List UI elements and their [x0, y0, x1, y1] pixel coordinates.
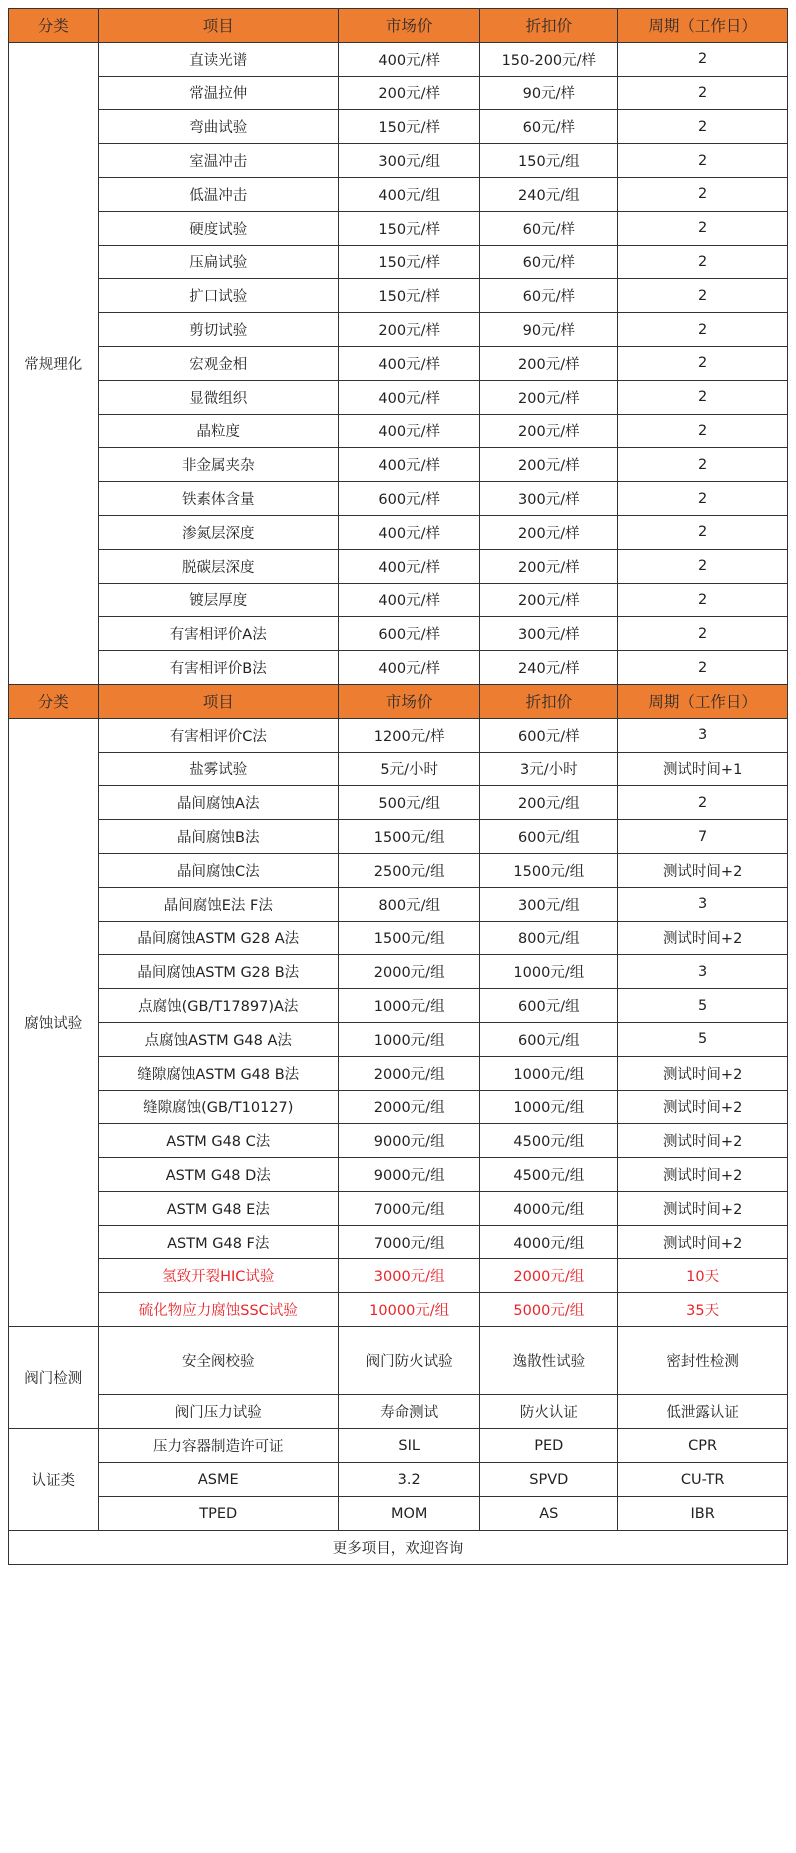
item-cell: 宏观金相: [98, 346, 338, 380]
period-cell: 5: [618, 989, 788, 1023]
table-row: [9, 76, 788, 110]
market-price-cell: 150元/样: [338, 110, 479, 144]
market-price-cell: 1500元/组: [338, 820, 479, 854]
period-cell: 2: [618, 76, 788, 110]
market-price-cell: 400元/样: [338, 549, 479, 583]
discount-price-cell: 200元/样: [480, 515, 618, 549]
market-price-cell: 800元/组: [338, 887, 479, 921]
market-price-cell: 200元/样: [338, 76, 479, 110]
market-price-cell: 1500元/组: [338, 921, 479, 955]
period-cell: 5: [618, 1022, 788, 1056]
table-row: [9, 313, 788, 347]
certification-item-cell: PED: [480, 1429, 618, 1463]
period-cell: 2: [618, 380, 788, 414]
market-price-cell: 7000元/组: [338, 1225, 479, 1259]
market-price-cell: 2000元/组: [338, 1090, 479, 1124]
certification-item-cell: 压力容器制造许可证: [98, 1429, 338, 1463]
period-cell: 测试时间+2: [618, 921, 788, 955]
market-price-cell: 500元/组: [338, 786, 479, 820]
item-cell: 渗氮层深度: [98, 515, 338, 549]
period-cell: 2: [618, 617, 788, 651]
table-row: [9, 144, 788, 178]
certification-item-cell: ASME: [98, 1463, 338, 1497]
item-cell: 氢致开裂HIC试验: [98, 1259, 338, 1293]
item-cell: 非金属夹杂: [98, 448, 338, 482]
header-item: 项目: [98, 9, 338, 43]
item-cell: ASTM G48 F法: [98, 1225, 338, 1259]
item-cell: 常温拉伸: [98, 76, 338, 110]
item-cell: 低温冲击: [98, 177, 338, 211]
certification-item-cell: CPR: [618, 1429, 788, 1463]
table-row: [9, 279, 788, 313]
period-cell: 2: [618, 279, 788, 313]
period-cell: 2: [618, 42, 788, 76]
table-row: [9, 42, 788, 76]
item-cell: 有害相评价C法: [98, 718, 338, 752]
item-cell: 晶间腐蚀C法: [98, 853, 338, 887]
discount-price-cell: 240元/组: [480, 177, 618, 211]
table-row: [9, 1158, 788, 1192]
period-cell: 2: [618, 549, 788, 583]
discount-price-cell: 600元/组: [480, 820, 618, 854]
period-cell: 2: [618, 786, 788, 820]
valve-testing-item-cell: 逸散性试验: [480, 1327, 618, 1395]
table-row: [9, 1022, 788, 1056]
market-price-cell: 150元/样: [338, 211, 479, 245]
certification-item-cell: AS: [480, 1497, 618, 1531]
table-row: [9, 853, 788, 887]
table-row: [9, 1191, 788, 1225]
valve-testing-item-cell: 密封性检测: [618, 1327, 788, 1395]
table-row: [9, 921, 788, 955]
period-cell: 2: [618, 346, 788, 380]
discount-price-cell: 1500元/组: [480, 853, 618, 887]
market-price-cell: 150元/样: [338, 279, 479, 313]
period-cell: 测试时间+2: [618, 1225, 788, 1259]
price-table-body: [9, 9, 788, 1565]
header-row: [9, 684, 788, 718]
period-cell: 3: [618, 718, 788, 752]
period-cell: 3: [618, 955, 788, 989]
market-price-cell: 400元/样: [338, 346, 479, 380]
period-cell: 2: [618, 177, 788, 211]
discount-price-cell: 600元/组: [480, 989, 618, 1023]
table-row: [9, 617, 788, 651]
table-row: [9, 515, 788, 549]
item-cell: 点腐蚀ASTM G48 A法: [98, 1022, 338, 1056]
table-row: [9, 1497, 788, 1531]
market-price-cell: 300元/组: [338, 144, 479, 178]
item-cell: 晶粒度: [98, 414, 338, 448]
market-price-cell: 2000元/组: [338, 1056, 479, 1090]
discount-price-cell: 200元/样: [480, 414, 618, 448]
discount-price-cell: 240元/样: [480, 651, 618, 685]
header-category: 分类: [9, 684, 99, 718]
market-price-cell: 400元/组: [338, 177, 479, 211]
discount-price-cell: 4000元/组: [480, 1225, 618, 1259]
item-cell: 晶间腐蚀E法 F法: [98, 887, 338, 921]
period-cell: 2: [618, 651, 788, 685]
discount-price-cell: 4500元/组: [480, 1158, 618, 1192]
table-row: [9, 414, 788, 448]
market-price-cell: 2500元/组: [338, 853, 479, 887]
market-price-cell: 9000元/组: [338, 1158, 479, 1192]
table-row: [9, 1463, 788, 1497]
valve-testing-category-cell: 阀门检测: [9, 1327, 99, 1429]
certification-item-cell: IBR: [618, 1497, 788, 1531]
item-cell: ASTM G48 E法: [98, 1191, 338, 1225]
valve-testing-item-cell: 安全阀校验: [98, 1327, 338, 1395]
period-cell: 2: [618, 110, 788, 144]
table-row: [9, 110, 788, 144]
item-cell: 直读光谱: [98, 42, 338, 76]
discount-price-cell: 150-200元/样: [480, 42, 618, 76]
market-price-cell: 1200元/样: [338, 718, 479, 752]
table-row: [9, 1090, 788, 1124]
table-row: [9, 380, 788, 414]
item-cell: 扩口试验: [98, 279, 338, 313]
header-discount-price: 折扣价: [480, 9, 618, 43]
header-category: 分类: [9, 9, 99, 43]
certification-item-cell: MOM: [338, 1497, 479, 1531]
table-row: [9, 1429, 788, 1463]
period-cell: 测试时间+2: [618, 853, 788, 887]
certification-category-cell: 认证类: [9, 1429, 99, 1531]
period-cell: 3: [618, 887, 788, 921]
period-cell: 10天: [618, 1259, 788, 1293]
market-price-cell: 200元/样: [338, 313, 479, 347]
valve-testing-item-cell: 防火认证: [480, 1395, 618, 1429]
table-row: [9, 1395, 788, 1429]
period-cell: 2: [618, 144, 788, 178]
table-row: [9, 549, 788, 583]
item-cell: ASTM G48 C法: [98, 1124, 338, 1158]
discount-price-cell: 60元/样: [480, 245, 618, 279]
item-cell: 晶间腐蚀ASTM G28 A法: [98, 921, 338, 955]
header-market-price: 市场价: [338, 684, 479, 718]
discount-price-cell: 4500元/组: [480, 1124, 618, 1158]
table-row: [9, 1124, 788, 1158]
discount-price-cell: 4000元/组: [480, 1191, 618, 1225]
footer-row: [9, 1531, 788, 1565]
market-price-cell: 2000元/组: [338, 955, 479, 989]
item-cell: 有害相评价B法: [98, 651, 338, 685]
item-cell: 晶间腐蚀ASTM G28 B法: [98, 955, 338, 989]
discount-price-cell: 300元/组: [480, 887, 618, 921]
header-discount-price: 折扣价: [480, 684, 618, 718]
certification-item-cell: SPVD: [480, 1463, 618, 1497]
discount-price-cell: 60元/样: [480, 110, 618, 144]
header-market-price: 市场价: [338, 9, 479, 43]
market-price-cell: 10000元/组: [338, 1293, 479, 1327]
discount-price-cell: 1000元/组: [480, 955, 618, 989]
discount-price-cell: 200元/样: [480, 380, 618, 414]
table-row: [9, 245, 788, 279]
market-price-cell: 7000元/组: [338, 1191, 479, 1225]
item-cell: ASTM G48 D法: [98, 1158, 338, 1192]
discount-price-cell: 5000元/组: [480, 1293, 618, 1327]
header-period: 周期（工作日）: [618, 9, 788, 43]
valve-testing-item-cell: 阀门压力试验: [98, 1395, 338, 1429]
discount-price-cell: 300元/样: [480, 617, 618, 651]
table-row: [9, 955, 788, 989]
discount-price-cell: 600元/样: [480, 718, 618, 752]
period-cell: 2: [618, 515, 788, 549]
certification-item-cell: TPED: [98, 1497, 338, 1531]
item-cell: 缝隙腐蚀(GB/T10127): [98, 1090, 338, 1124]
discount-price-cell: 3元/小时: [480, 752, 618, 786]
discount-price-cell: 200元/样: [480, 583, 618, 617]
table-row: [9, 1259, 788, 1293]
item-cell: 盐雾试验: [98, 752, 338, 786]
discount-price-cell: 2000元/组: [480, 1259, 618, 1293]
item-cell: 剪切试验: [98, 313, 338, 347]
period-cell: 测试时间+2: [618, 1158, 788, 1192]
item-cell: 铁素体含量: [98, 482, 338, 516]
market-price-cell: 400元/样: [338, 515, 479, 549]
discount-price-cell: 300元/样: [480, 482, 618, 516]
discount-price-cell: 1000元/组: [480, 1056, 618, 1090]
market-price-cell: 400元/样: [338, 583, 479, 617]
market-price-cell: 1000元/组: [338, 989, 479, 1023]
market-price-cell: 400元/样: [338, 651, 479, 685]
discount-price-cell: 800元/组: [480, 921, 618, 955]
table-row: [9, 1293, 788, 1327]
period-cell: 2: [618, 245, 788, 279]
header-row: [9, 9, 788, 43]
discount-price-cell: 90元/样: [480, 313, 618, 347]
table-row: [9, 448, 788, 482]
item-cell: 压扁试验: [98, 245, 338, 279]
certification-item-cell: CU-TR: [618, 1463, 788, 1497]
item-cell: 显微组织: [98, 380, 338, 414]
corrosion-test-category-cell: 腐蚀试验: [9, 718, 99, 1326]
period-cell: 2: [618, 448, 788, 482]
table-row: [9, 887, 788, 921]
table-row: [9, 718, 788, 752]
certification-item-cell: 3.2: [338, 1463, 479, 1497]
item-cell: 弯曲试验: [98, 110, 338, 144]
period-cell: 35天: [618, 1293, 788, 1327]
item-cell: 晶间腐蚀A法: [98, 786, 338, 820]
market-price-cell: 150元/样: [338, 245, 479, 279]
market-price-cell: 9000元/组: [338, 1124, 479, 1158]
discount-price-cell: 200元/样: [480, 448, 618, 482]
item-cell: 缝隙腐蚀ASTM G48 B法: [98, 1056, 338, 1090]
item-cell: 镀层厚度: [98, 583, 338, 617]
period-cell: 7: [618, 820, 788, 854]
discount-price-cell: 200元/样: [480, 549, 618, 583]
item-cell: 室温冲击: [98, 144, 338, 178]
discount-price-cell: 60元/样: [480, 211, 618, 245]
market-price-cell: 3000元/组: [338, 1259, 479, 1293]
market-price-cell: 5元/小时: [338, 752, 479, 786]
item-cell: 晶间腐蚀B法: [98, 820, 338, 854]
period-cell: 测试时间+1: [618, 752, 788, 786]
market-price-cell: 600元/样: [338, 482, 479, 516]
footer-note: 更多项目，欢迎咨询: [9, 1531, 788, 1565]
item-cell: 有害相评价A法: [98, 617, 338, 651]
table-row: [9, 651, 788, 685]
discount-price-cell: 150元/组: [480, 144, 618, 178]
item-cell: 硫化物应力腐蚀SSC试验: [98, 1293, 338, 1327]
period-cell: 2: [618, 414, 788, 448]
discount-price-cell: 200元/样: [480, 346, 618, 380]
discount-price-cell: 200元/组: [480, 786, 618, 820]
table-row: [9, 752, 788, 786]
market-price-cell: 400元/样: [338, 414, 479, 448]
market-price-cell: 600元/样: [338, 617, 479, 651]
discount-price-cell: 1000元/组: [480, 1090, 618, 1124]
table-row: [9, 177, 788, 211]
period-cell: 2: [618, 211, 788, 245]
valve-testing-item-cell: 低泄露认证: [618, 1395, 788, 1429]
table-row: [9, 989, 788, 1023]
certification-item-cell: SIL: [338, 1429, 479, 1463]
discount-price-cell: 60元/样: [480, 279, 618, 313]
market-price-cell: 1000元/组: [338, 1022, 479, 1056]
table-row: [9, 1225, 788, 1259]
discount-price-cell: 90元/样: [480, 76, 618, 110]
table-row: [9, 346, 788, 380]
table-row: [9, 583, 788, 617]
header-period: 周期（工作日）: [618, 684, 788, 718]
price-table: [8, 8, 788, 1565]
item-cell: 硬度试验: [98, 211, 338, 245]
period-cell: 测试时间+2: [618, 1191, 788, 1225]
table-row: [9, 786, 788, 820]
market-price-cell: 400元/样: [338, 42, 479, 76]
market-price-cell: 400元/样: [338, 380, 479, 414]
period-cell: 2: [618, 482, 788, 516]
table-row: [9, 1056, 788, 1090]
period-cell: 测试时间+2: [618, 1056, 788, 1090]
market-price-cell: 400元/样: [338, 448, 479, 482]
table-row: [9, 820, 788, 854]
item-cell: 脱碳层深度: [98, 549, 338, 583]
table-row: [9, 482, 788, 516]
header-item: 项目: [98, 684, 338, 718]
valve-testing-item-cell: 阀门防火试验: [338, 1327, 479, 1395]
period-cell: 测试时间+2: [618, 1090, 788, 1124]
item-cell: 点腐蚀(GB/T17897)A法: [98, 989, 338, 1023]
discount-price-cell: 600元/组: [480, 1022, 618, 1056]
routine-physchem-category-cell: 常规理化: [9, 42, 99, 684]
period-cell: 2: [618, 313, 788, 347]
valve-testing-item-cell: 寿命测试: [338, 1395, 479, 1429]
table-row: [9, 1327, 788, 1395]
period-cell: 2: [618, 583, 788, 617]
table-row: [9, 211, 788, 245]
period-cell: 测试时间+2: [618, 1124, 788, 1158]
